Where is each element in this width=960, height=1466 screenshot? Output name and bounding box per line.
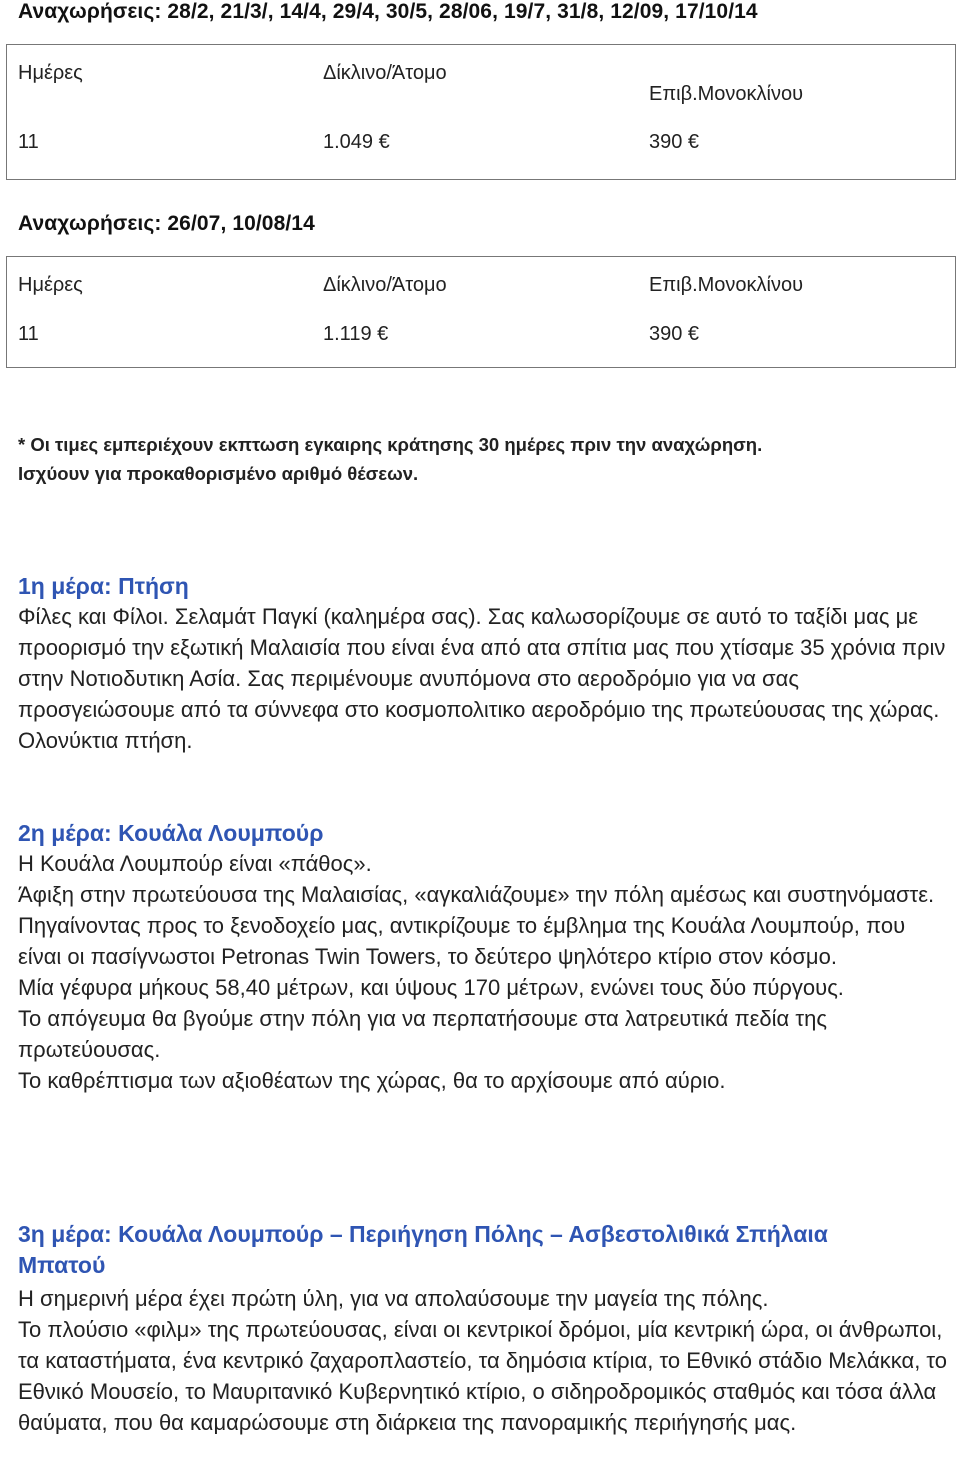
header-double-room: Δίκλινο/Άτομο (323, 274, 447, 296)
paragraph: Το απόγευμα θα βγούμε στην πόλη για να περπατήσουμε στα λατρευτικά πεδία της πρωτεύουσας. (18, 1006, 827, 1062)
paragraph: Η σημερινή μέρα έχει πρώτη ύλη, για να απολαύσουμε την μαγεία της πόλης. (18, 1286, 769, 1311)
departures-heading-2: Αναχωρήσεις: 26/07, 10/08/14 (18, 212, 315, 235)
table-header-row (7, 257, 955, 301)
paragraph: Η Κουάλα Λουμπούρ είναι «πάθος». (18, 851, 372, 876)
price-table-1 (6, 44, 956, 180)
day-2-body (18, 848, 948, 1096)
paragraph: Πηγαίνοντας προς το ξενοδοχείο μας, αντικρίζουμε το έμβλημα της Κουάλα Λουμπούρ, που είναι οι πασίγνωστοι Petronas Twin Towers, το δεύτερο ψηλότερο κτίριο στον κόσμο. (18, 913, 906, 969)
paragraph: Το καθρέπτισμα των αξιοθέατων της χώρας, θα το αρχίσουμε από αύριο. (18, 1068, 726, 1093)
cell-days: 11 (18, 323, 39, 345)
price-note-line-1: * Οι τιμες εμπεριέχουν εκπτωση εγκαιρης κράτησης 30 ημέρες πριν την αναχώρηση. (18, 434, 763, 455)
cell-double-price: 1.119 € (323, 323, 389, 345)
day-1-title: 1η μέρα: Πτήση (18, 573, 189, 599)
day-3-body (18, 1283, 948, 1438)
day-2-title: 2η μέρα: Κουάλα Λουμπούρ (18, 820, 324, 846)
header-days: Ημέρες (18, 62, 83, 84)
table-row (7, 131, 955, 175)
header-single-supplement: Επιβ.Μονοκλίνου (649, 274, 804, 296)
departures-heading-1: Αναχωρήσεις: 28/2, 21/3/, 14/4, 29/4, 30/5, 28/06, 19/7, 31/8, 12/09, 17/10/14 (18, 0, 758, 23)
price-note (18, 430, 762, 488)
price-table-2 (6, 256, 956, 368)
day-1-body (18, 601, 948, 756)
cell-single-price: 390 € (649, 131, 700, 153)
header-days: Ημέρες (18, 274, 83, 296)
header-double-room: Δίκλινο/Άτομο (323, 62, 447, 84)
day-3-title: 3η μέρα: Κουάλα Λουμπούρ – Περιήγηση Πόλης – Ασβεστολιθικά Σπήλαια Μπατού (18, 1221, 828, 1278)
paragraph: Μία γέφυρα μήκους 58,40 μέτρων, και ύψους 170 μέτρων, ενώνει τους δύο πύργους. (18, 975, 844, 1000)
header-single-supplement: Επιβ.Μονοκλίνου (649, 83, 804, 105)
paragraph: Ολονύκτια πτήση. (18, 728, 193, 753)
paragraph: Το πλούσιο «φιλμ» της πρωτεύουσας, είναι οι κεντρικοί δρόμοι, μία κεντρική ώρα, οι άνθρωποι, τα καταστήματα, ένα κεντρικό ζαχαροπλαστείο, τα δημόσια κτίρια, το Εθνικό στάδιο Μελάκκα, το Εθνικό Μουσείο, το Μαυριτανικό Κυβερνητικό κτίριο, ο σιδηροδρομικός σταθμός και τόσα άλλα θαύματα, που θα καμαρώσουμε στη διάρκεια της πανοραμικής περιήγησής μας. (18, 1317, 948, 1435)
paragraph: Άφιξη στην πρωτεύουσα της Μαλαισίας, «αγκαλιάζουμε» την πόλη αμέσως και συστηνόμαστε. (18, 882, 935, 907)
table-row (7, 323, 955, 367)
cell-single-price: 390 € (649, 323, 700, 345)
paragraph: Φίλες και Φίλοι. Σελαμάτ Παγκί (καλημέρα σας). Σας καλωσορίζουμε σε αυτό το ταξίδι μας με προορισμό την εξωτική Μαλαισία που είναι ένα από ατα σπίτια μας που χτίσαμε 35 χρόνια πριν στην Νοτιοδυτικη Ασία. Σας περιμένουμε ανυπόμονα στο αεροδρόμιο για να σας προσγειώσουμε από τα σύννεφα στο κοσμοπολιτικο αεροδρόμιο της πρωτεύουσας της χώρας. (18, 604, 946, 722)
cell-days: 11 (18, 131, 39, 153)
cell-double-price: 1.049 € (323, 131, 390, 153)
table-header-row (7, 45, 955, 105)
price-note-line-2: Ισχύουν για προκαθορισμένο αριθμό θέσεων. (18, 463, 419, 484)
